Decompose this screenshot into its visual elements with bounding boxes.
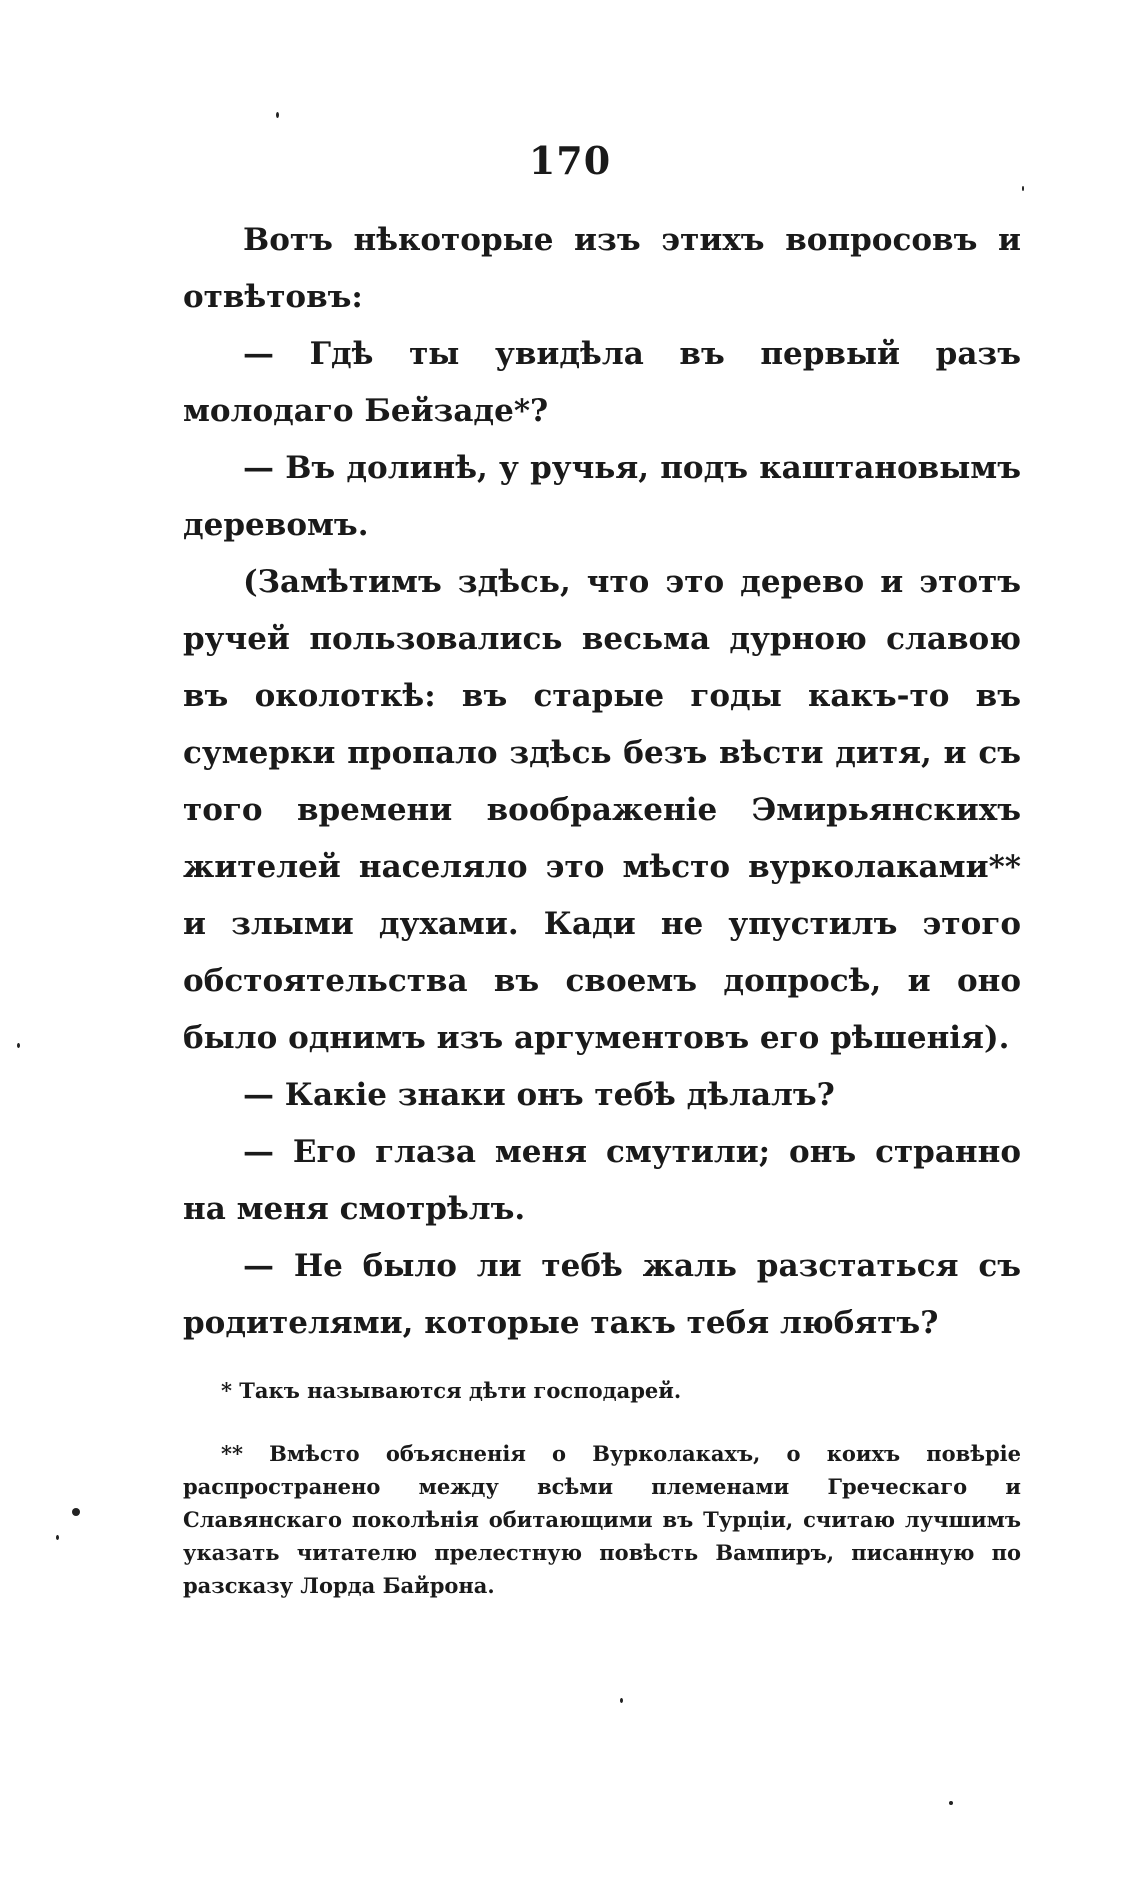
- scan-speck: [72, 1508, 80, 1516]
- dialogue-line: — Не было ли тебѣ жаль разстаться съ родителями, которые такъ тебя любятъ?: [183, 1248, 1021, 1341]
- paragraph: (Замѣтимъ здѣсь, что это дерево и этотъ ручей пользовались весьма дурною славою въ околоткѣ: въ старые годы какъ-то въ сумерки пропало здѣсь безъ вѣсти дитя, и съ того времени воображеніе Эмирьянскихъ жителей населяло это мѣсто вурколаками** и злыми духами. Кади не упустилъ этого обстоятельства въ своемъ допросѣ, и оно было однимъ изъ аргументовъ его рѣшенія).: [183, 564, 1021, 1056]
- scan-speck: [276, 112, 279, 118]
- footnote: ** Вмѣсто объясненія о Вурколакахъ, о коихъ повѣріе распространено между всѣми племенами Греческаго и Славянскаго поколѣнія обитающими въ Турціи, считаю лучшимъ указать читателю прелестную повѣсть Вампиръ, писанную по разсказу Лорда Байрона.: [183, 1441, 1021, 1598]
- dialogue-line: — Въ долинѣ, у ручья, подъ каштановымъ деревомъ.: [183, 450, 1021, 543]
- main-text: [183, 212, 1021, 1352]
- footnote: * Такъ называются дѣти господарей.: [221, 1378, 682, 1403]
- scan-speck: [620, 1698, 623, 1703]
- footnotes: [183, 1374, 1021, 1602]
- dialogue-line: — Гдѣ ты увидѣла въ первый разъ молодаго Бейзаде*?: [183, 336, 1021, 429]
- page-number: 170: [528, 138, 612, 183]
- scan-speck: [56, 1535, 59, 1540]
- paragraph: Вотъ нѣкоторые изъ этихъ вопросовъ и отвѣтовъ:: [183, 222, 1021, 315]
- scan-speck: [1022, 186, 1024, 191]
- scan-speck: [949, 1801, 953, 1805]
- dialogue-line: — Его глаза меня смутили; онъ странно на меня смотрѣлъ.: [183, 1134, 1021, 1227]
- scan-speck: [17, 1043, 20, 1048]
- dialogue-line: — Какіе знаки онъ тебѣ дѣлалъ?: [243, 1077, 835, 1113]
